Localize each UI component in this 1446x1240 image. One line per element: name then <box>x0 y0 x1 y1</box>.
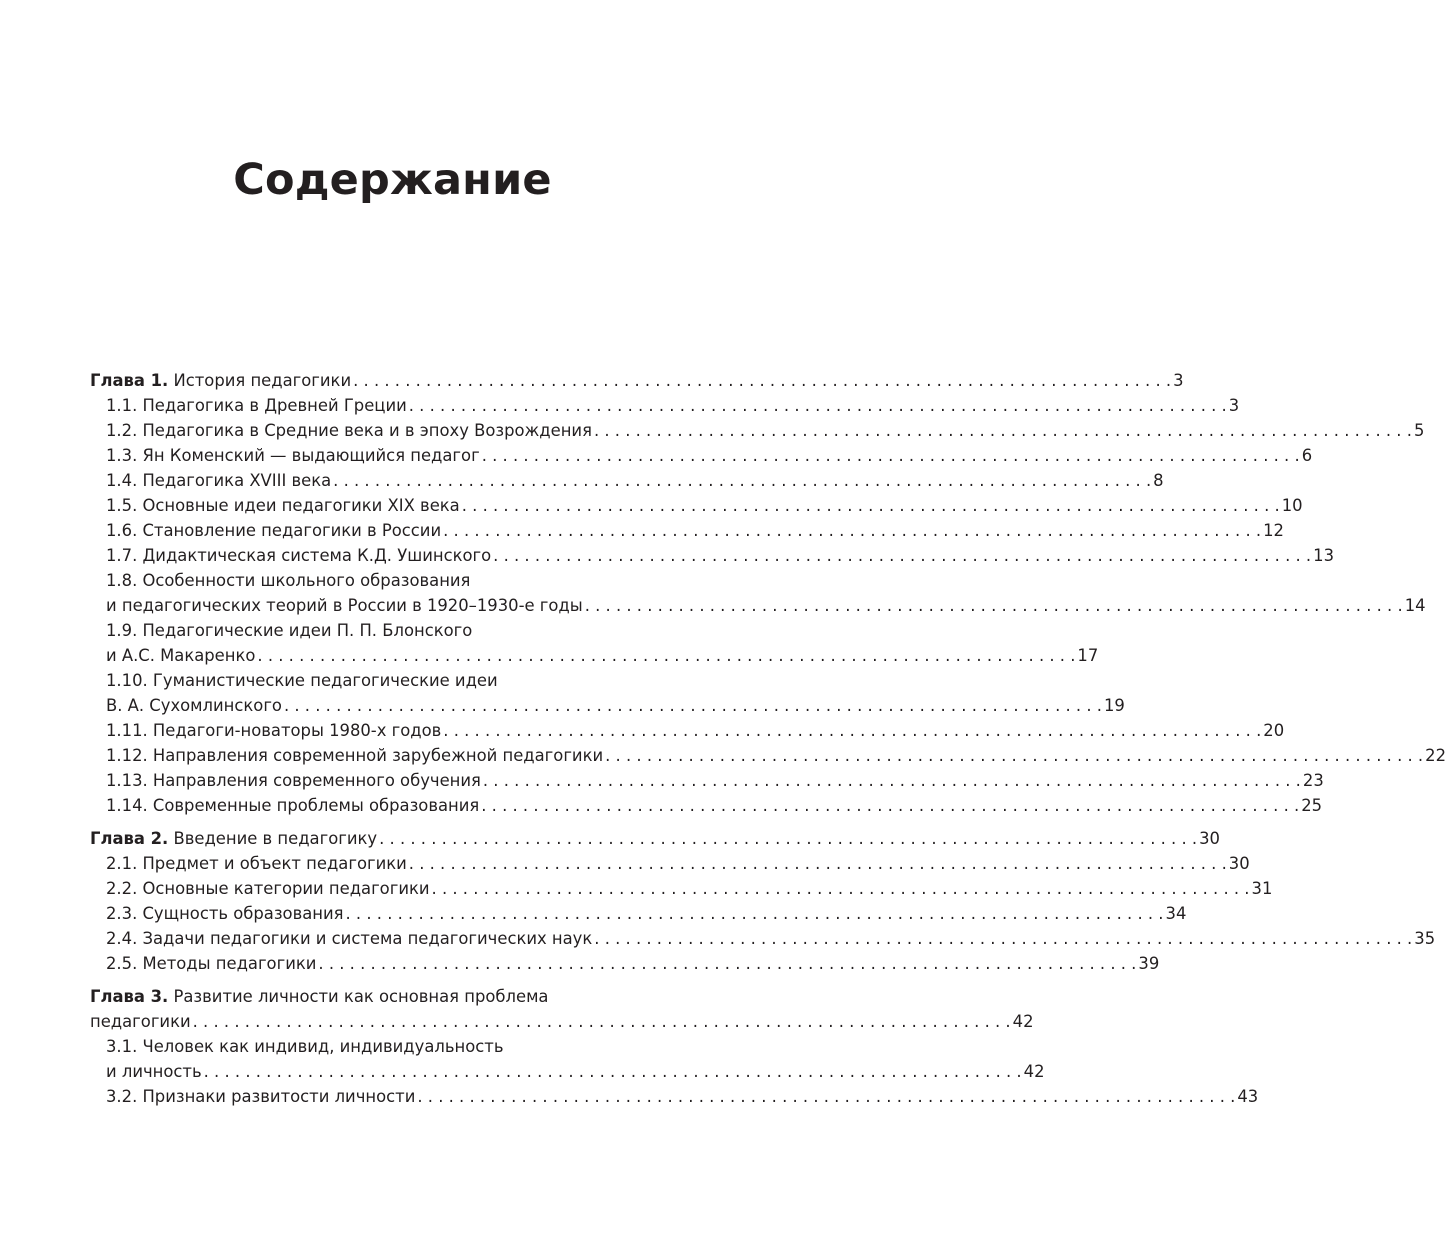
page-number: 3 <box>1228 396 1240 415</box>
entry-title-first-line[interactable]: 1.8. Особенности школьного образования <box>106 571 471 590</box>
page-number: 30 <box>1228 854 1250 873</box>
dot-leader <box>409 393 1227 418</box>
entry-title: 1.7. Дидактическая система К.Д. Ушинского <box>106 546 492 565</box>
chapter-heading[interactable] <box>90 368 1184 393</box>
page-number: 14 <box>1404 596 1426 615</box>
entry-title: 1.1. Педагогика в Древней Греции <box>106 396 407 415</box>
toc-entry[interactable] <box>90 443 1313 468</box>
dot-leader <box>443 518 1261 543</box>
dot-leader <box>409 851 1227 876</box>
page-number: 42 <box>1012 1012 1034 1031</box>
entry-title: 1.3. Ян Коменский — выдающийся педагог <box>106 446 480 465</box>
entry-title: 1.14. Современные проблемы образования <box>106 796 480 815</box>
entry-title: и педагогических теорий в России в 1920–1930-е годы <box>106 596 583 615</box>
chapter-heading[interactable] <box>90 1009 1034 1034</box>
entry-title-first-line[interactable]: 1.9. Педагогические идеи П. П. Блонского <box>106 621 473 640</box>
page-title: Содержание <box>233 155 552 205</box>
chapter-heading-first-line[interactable] <box>90 984 668 1009</box>
toc-entry[interactable] <box>90 876 1273 901</box>
entry-title: 2.5. Методы педагогики <box>106 954 317 973</box>
toc-entry[interactable] <box>90 851 1250 876</box>
toc-entry[interactable] <box>90 1084 1259 1109</box>
toc-entry[interactable] <box>90 693 1125 718</box>
page-number: 39 <box>1138 954 1160 973</box>
toc-entry[interactable] <box>90 393 1240 418</box>
dot-leader <box>257 643 1075 668</box>
page-number: 17 <box>1077 646 1099 665</box>
entry-title: 1.6. Становление педагогики в России <box>106 521 442 540</box>
dot-leader <box>284 693 1102 718</box>
chapter-label: Глава 2. <box>90 829 169 848</box>
page-number: 12 <box>1263 521 1284 540</box>
entry-title: и личность <box>106 1062 202 1081</box>
toc-entry[interactable] <box>90 593 1426 618</box>
chapter-1 <box>90 368 1446 818</box>
page-number: 5 <box>1413 421 1425 440</box>
entry-title: 2.2. Основные категории педагогики <box>106 879 430 898</box>
toc-entry[interactable] <box>90 543 1335 568</box>
page-number: 30 <box>1199 829 1220 848</box>
toc-entry[interactable] <box>90 718 1285 743</box>
toc-entry[interactable] <box>90 901 1187 926</box>
entry-title: 2.3. Сущность образования <box>106 904 344 923</box>
entry-title: В. А. Сухомлинского <box>106 696 282 715</box>
dot-leader <box>193 1009 1011 1034</box>
dot-leader <box>481 793 1299 818</box>
toc-entry[interactable] <box>90 518 1284 543</box>
page-number: 42 <box>1023 1062 1045 1081</box>
dot-leader <box>346 901 1164 926</box>
dot-leader <box>483 768 1301 793</box>
entry-title: 1.5. Основные идеи педагогики XIX века <box>106 496 460 515</box>
toc-entry[interactable] <box>90 468 1164 493</box>
entry-title: 1.2. Педагогика в Средние века и в эпоху Возрождения <box>106 421 592 440</box>
dot-leader <box>333 468 1151 493</box>
toc-entry[interactable] <box>90 793 1323 818</box>
page-number: 35 <box>1414 929 1436 948</box>
dot-leader <box>594 926 1412 951</box>
dot-leader <box>443 718 1261 743</box>
chapter-title: Развитие личности как основная проблема <box>168 987 549 1006</box>
page-number: 6 <box>1301 446 1313 465</box>
entry-title-first-line[interactable]: 3.1. Человек как индивид, индивидуальность <box>106 1037 504 1056</box>
toc-entry[interactable] <box>90 743 1446 768</box>
entry-title-first-line[interactable]: 1.10. Гуманистические педагогические идеи <box>106 671 498 690</box>
page-number: 34 <box>1165 904 1187 923</box>
page-number: 8 <box>1153 471 1164 490</box>
toc-entry[interactable] <box>90 951 1160 976</box>
toc-entry[interactable] <box>90 493 1303 518</box>
chapter-3 <box>90 984 1259 1109</box>
page-number: 43 <box>1237 1087 1259 1106</box>
dot-leader <box>594 418 1412 443</box>
page-number: 10 <box>1281 496 1303 515</box>
table-of-contents <box>90 368 1446 1117</box>
page-number: 13 <box>1313 546 1335 565</box>
dot-leader <box>462 493 1280 518</box>
entry-title: 1.12. Направления современной зарубежной педагогики <box>106 746 604 765</box>
entry-title: 2.4. Задачи педагогики и система педагогических наук <box>106 929 593 948</box>
page-number: 25 <box>1301 796 1323 815</box>
toc-entry[interactable] <box>90 926 1436 951</box>
chapter-heading[interactable] <box>90 826 1220 851</box>
dot-leader <box>204 1059 1022 1084</box>
entry-title: 2.1. Предмет и объект педагогики <box>106 854 407 873</box>
chapter-label: Глава 3. <box>90 987 169 1006</box>
entry-title: и А.С. Макаренко <box>106 646 256 665</box>
dot-leader <box>417 1084 1235 1109</box>
dot-leader <box>379 826 1197 851</box>
toc-entry[interactable] <box>90 418 1425 443</box>
chapter-2 <box>90 826 1436 976</box>
page-number: 20 <box>1263 721 1285 740</box>
entry-title: 1.4. Педагогика XVIII века <box>106 471 332 490</box>
toc-entry[interactable] <box>90 643 1099 668</box>
entry-title: 3.2. Признаки развитости личности <box>106 1087 416 1106</box>
chapter-title-continued: педагогики <box>90 1012 191 1031</box>
page-number: 19 <box>1103 696 1125 715</box>
toc-entry[interactable] <box>90 1059 1045 1084</box>
dot-leader <box>353 368 1171 393</box>
entry-title: 1.11. Педагоги-новаторы 1980-х годов <box>106 721 442 740</box>
dot-leader <box>585 593 1403 618</box>
dot-leader <box>318 951 1136 976</box>
dot-leader <box>605 743 1423 768</box>
chapter-title: История педагогики <box>168 371 352 390</box>
dot-leader <box>432 876 1250 901</box>
page-number: 23 <box>1302 771 1324 790</box>
toc-entry[interactable] <box>90 768 1324 793</box>
chapter-title: Введение в педагогику <box>168 829 378 848</box>
page-number: 22 <box>1425 746 1446 765</box>
dot-leader <box>493 543 1311 568</box>
chapter-label: Глава 1. <box>90 371 169 390</box>
page-number: 3 <box>1173 371 1184 390</box>
page-number: 31 <box>1251 879 1273 898</box>
entry-title: 1.13. Направления современного обучения <box>106 771 481 790</box>
dot-leader <box>482 443 1300 468</box>
